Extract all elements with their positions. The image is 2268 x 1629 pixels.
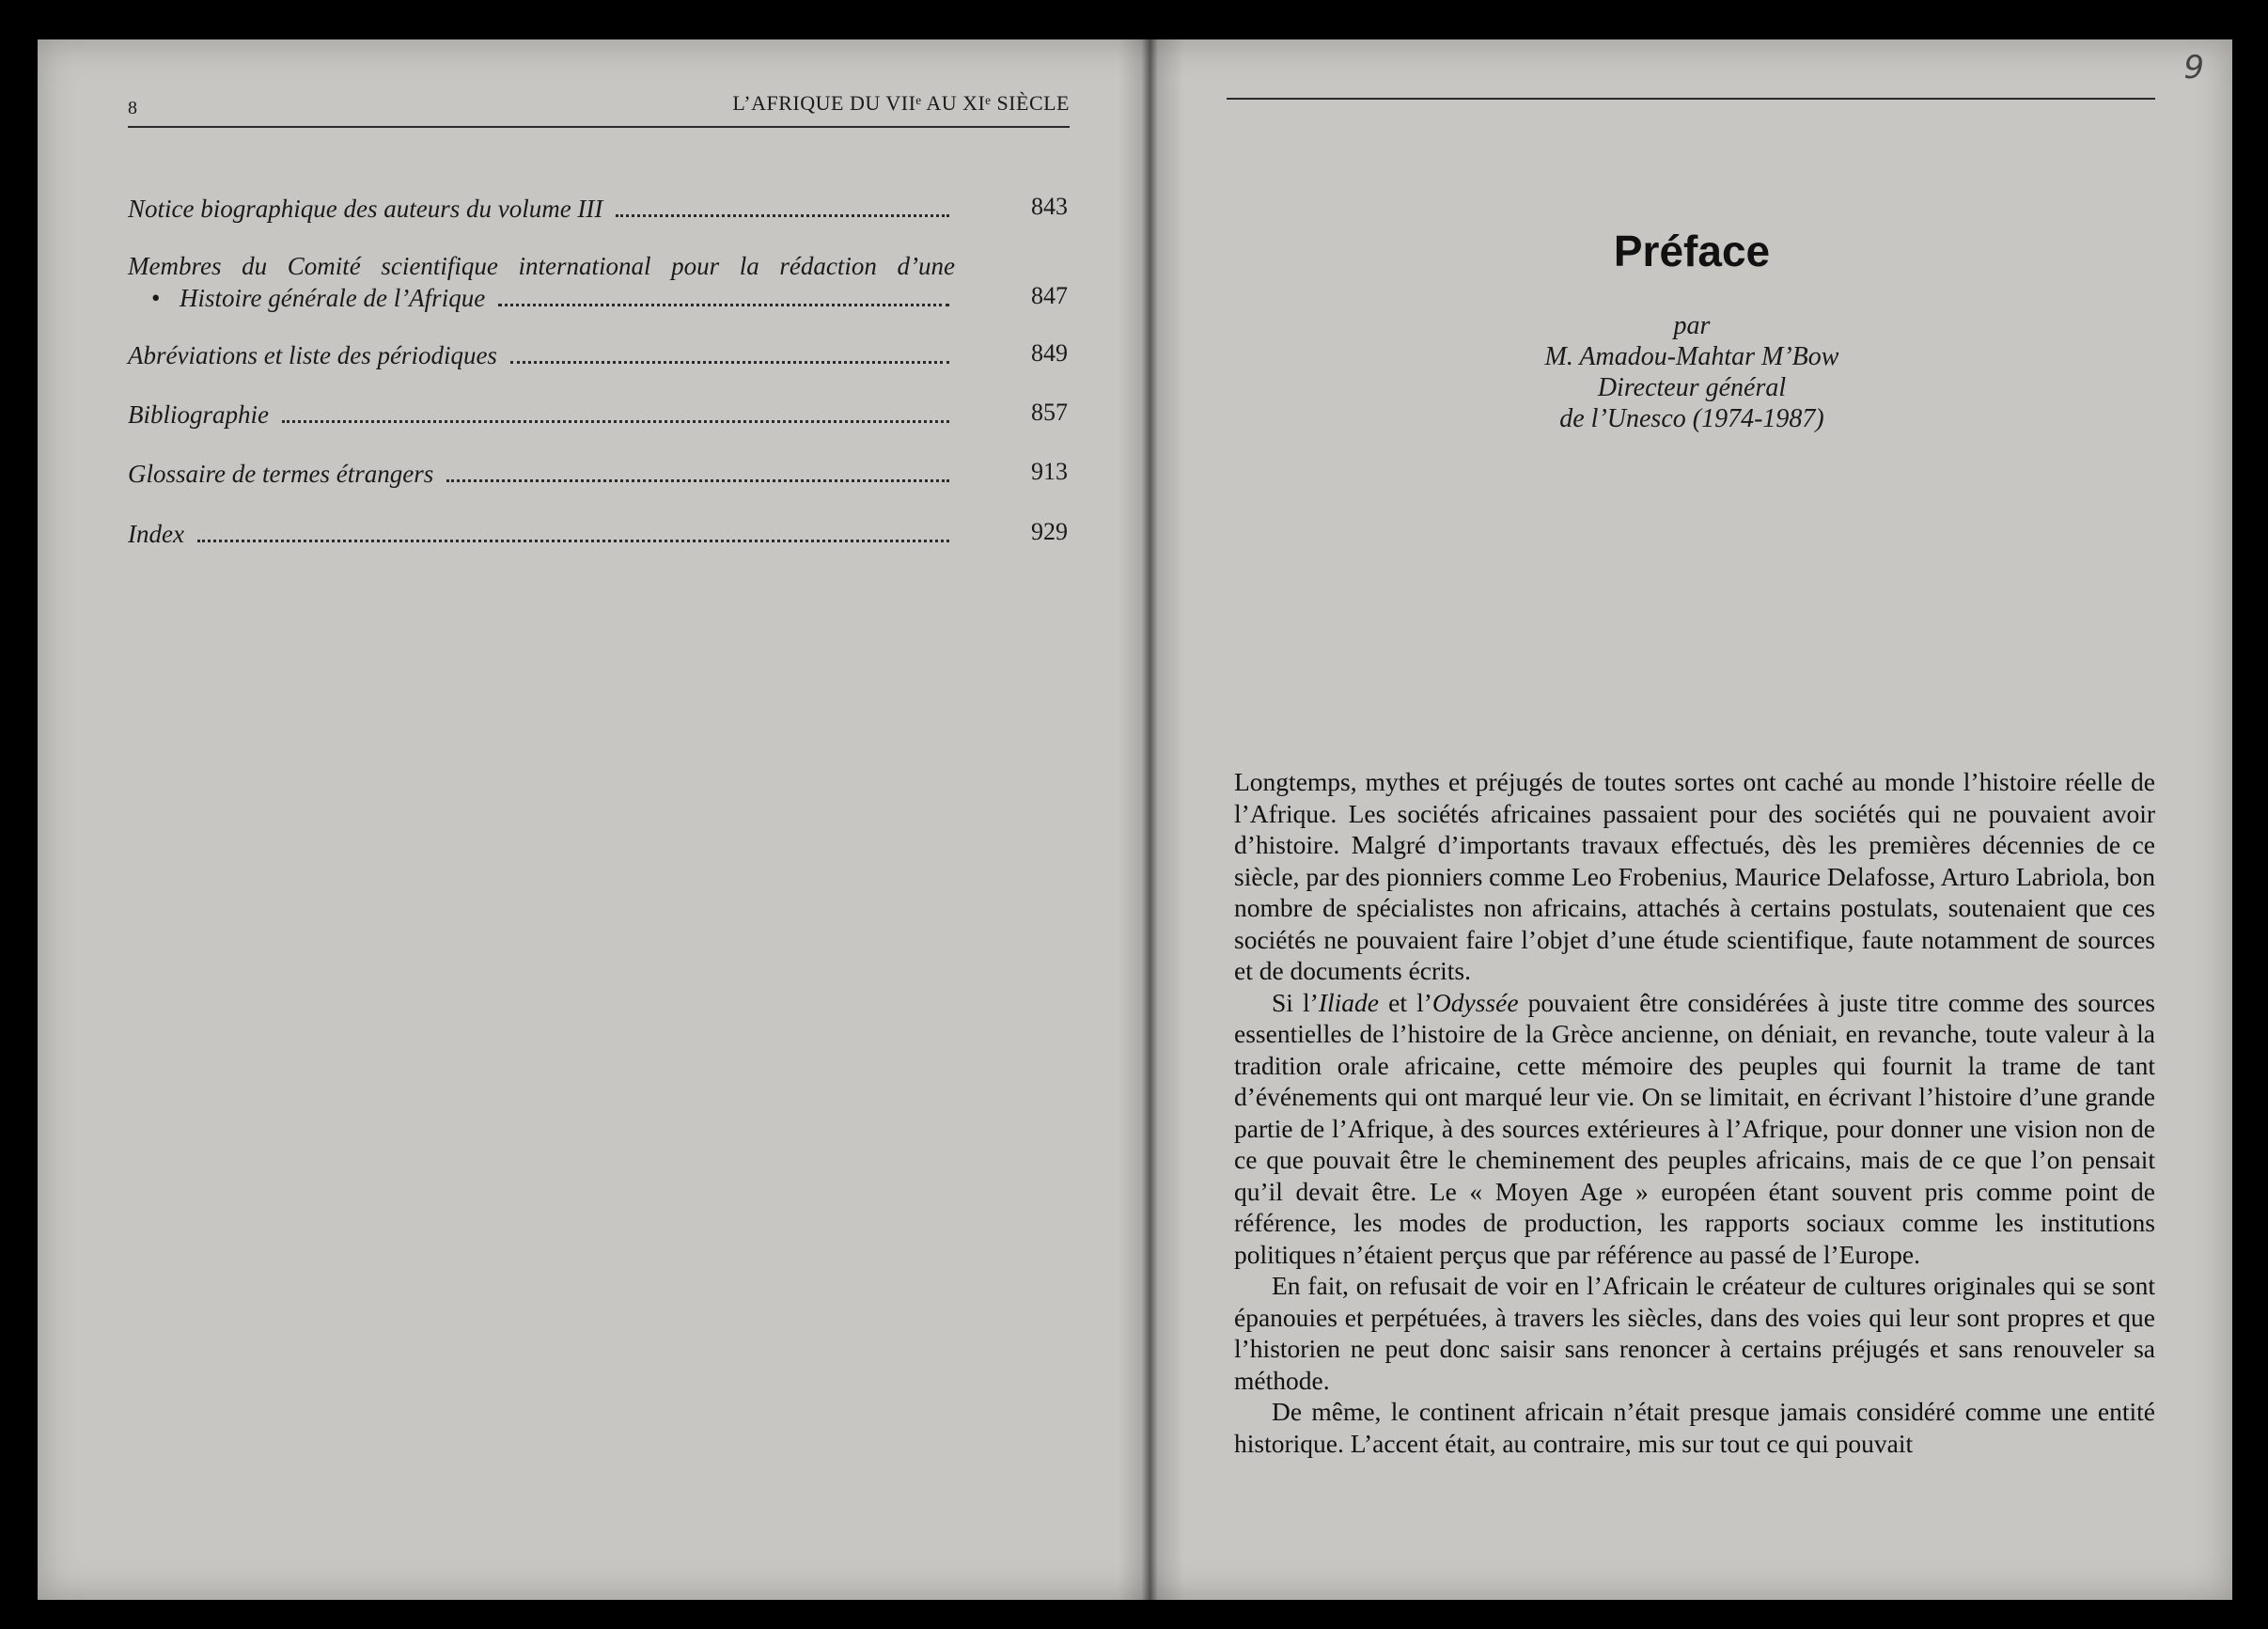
page-number: 8 bbox=[128, 98, 137, 118]
toc-entry-title-line2: Histoire générale de l’Afrique bbox=[180, 284, 486, 312]
toc-entry[interactable]: Membres du Comité scientifique international pour la rédaction d’une • Histoire générale de l’Afrique 847 bbox=[128, 252, 1068, 312]
toc-entry[interactable] bbox=[128, 193, 1068, 225]
toc-entry-title: Bibliographie bbox=[128, 400, 269, 429]
toc-entry-title: Abréviations et liste des périodiques bbox=[128, 341, 497, 369]
preface-title: Préface bbox=[1613, 227, 1771, 275]
toc-entry[interactable] bbox=[128, 339, 1068, 371]
toc-entry[interactable] bbox=[128, 399, 1068, 431]
byline-role: Directeur général bbox=[1597, 373, 1787, 402]
paragraph: En fait, on refusait de voir en l’Africain le créateur de cultures originales qui se sont épanouies et perpétuées, à travers les siècles, dans des voies qui leur sont propres et que l’historien ne peut donc saisir sans renoncer à certains préjugés et sans renouveler sa méthode. bbox=[1234, 1271, 2155, 1395]
byline bbox=[1151, 310, 2232, 434]
toc-entry-title-line1: Membres du Comité scientifique international pour la rédaction d’une bbox=[128, 252, 955, 280]
left-page bbox=[38, 39, 1147, 1600]
byline-org: de l’Unesco (1974-1987) bbox=[1559, 404, 1824, 433]
byline-author: M. Amadou-Mahtar M’Bow bbox=[1544, 342, 1839, 371]
table-of-contents bbox=[128, 150, 1068, 550]
byline-par: par bbox=[1673, 311, 1711, 340]
toc-entry-page: 849 bbox=[1031, 339, 1068, 367]
toc-entry-page: 847 bbox=[1031, 282, 1068, 309]
right-page bbox=[1151, 39, 2232, 1600]
toc-entry-title: Index bbox=[128, 520, 184, 548]
title-iliade: Iliade bbox=[1318, 987, 1380, 1017]
preface-body bbox=[1234, 766, 2155, 1459]
paragraph: Si l’Iliade et l’Odyssée pouvaient être considérées à juste titre comme des sources essentielles de l’histoire de la Grèce ancienne, on déniait, en revanche, toute valeur à la tradition orale africaine, cette mémoire des peuples qui fournit la trame de tant d’événements qui ont marqué leur vie. On se limitait, en écrivant l’histoire d’une grande partie de l’Afrique, à des sources extérieures à l’Afrique, pour donner une vision non de ce que pouvait être le cheminement des peuples africains, mais de ce que l’on pensait qu’il devait être. Le « Moyen Age » européen étant souvent pris comme point de référence, les modes de production, les rapports sociaux comme les institutions politiques n’étaient perçus que par référence au passé de l’Europe. bbox=[1234, 987, 2155, 1269]
toc-entry-page: 843 bbox=[1031, 193, 1068, 220]
paragraph: De même, le continent africain n’était presque jamais considéré comme une entité historique. L’accent était, au contraire, mis sur tout ce qui pouvait bbox=[1234, 1397, 2155, 1458]
toc-entry[interactable] bbox=[128, 458, 1068, 490]
paragraph: Longtemps, mythes et préjugés de toutes sortes ont caché au monde l’histoire réelle de l’Afrique. Les sociétés africaines passaient pour des sociétés qui ne pouvaient avoir d’histoire. Malgré d’importants travaux effectués, dès les premières décennies de ce siècle, par des pionniers comme Leo Frobenius, Maurice Delafosse, Arturo Labriola, bon nombre de spécialistes non africains, attachés à certains postulats, soutenaient que ces sociétés ne pouvaient faire l’objet d’une étude scientifique, faute notamment de sources et de documents écrits. bbox=[1234, 767, 2155, 985]
header-rule bbox=[1227, 98, 2155, 100]
title-odyssee: Odyssée bbox=[1431, 987, 1519, 1017]
toc-entry-page: 929 bbox=[1031, 518, 1068, 545]
toc-entry[interactable] bbox=[128, 518, 1068, 550]
toc-entry-title: Notice biographique des auteurs du volume III bbox=[128, 195, 603, 223]
handwritten-page-number: 9 bbox=[2183, 49, 2204, 86]
book-spread bbox=[38, 39, 2232, 1600]
header-rule bbox=[128, 126, 1070, 128]
toc-entry-page: 857 bbox=[1031, 399, 1068, 426]
toc-entry-title: Glossaire de termes étrangers bbox=[128, 460, 434, 488]
running-head: L’AFRIQUE DU VIIᵉ AU XIᵉ SIÈCLE bbox=[732, 91, 1070, 115]
toc-entry-page: 913 bbox=[1031, 458, 1068, 485]
